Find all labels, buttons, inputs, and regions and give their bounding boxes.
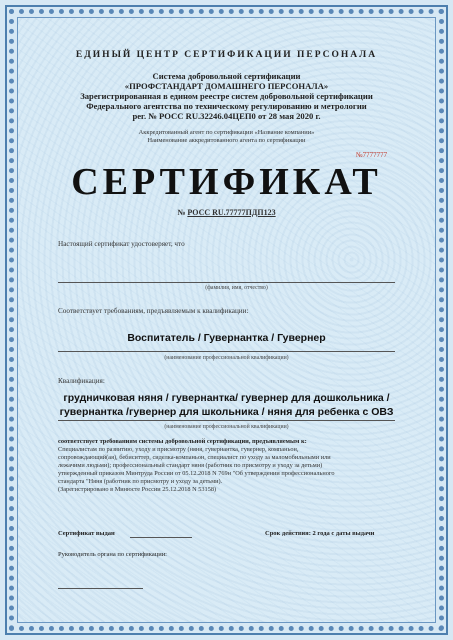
- serial-number: №7777777: [356, 151, 388, 159]
- system-line: «ПРОФСТАНДАРТ ДОМАШНЕГО ПЕРСОНАЛА»: [124, 81, 329, 91]
- certificate-number: [0, 208, 453, 217]
- system-line: рег. № РОСС RU.32246.04ЦЕП0 от 28 мая 2020 г.: [132, 111, 321, 121]
- certificate-number-prefix: №: [177, 208, 186, 217]
- validity-text: Срок действия: 2 года с даты выдачи: [265, 530, 375, 537]
- agent-line: Наименование аккредитованного агента по сертификации: [147, 137, 306, 144]
- system-line: Федерального агентства по техническому регулированию и метрологии: [86, 101, 367, 111]
- center-name: ЕДИНЫЙ ЦЕНТР СЕРТИФИКАЦИИ ПЕРСОНАЛА: [75, 50, 378, 60]
- qualification-line: [58, 351, 395, 352]
- body-line: Специалистам по развитию, уходу и присмотру (няня, гувернантка, гувернер, компаньон,: [58, 446, 299, 453]
- qualification-label: Квалификация:: [58, 377, 105, 385]
- body-line: стандарта "Няня (работник по присмотру и уходу за детьми).: [58, 478, 223, 485]
- agent-line: Аккредитованный агент по сертификации «Название компании»: [138, 129, 315, 136]
- body-text: [58, 446, 398, 494]
- certificate-title: СЕРТИФИКАТ: [71, 161, 382, 203]
- qualification-details: [0, 391, 453, 419]
- body-line: сопровождающий(ая), бебиситтер, сиделка-компаньон, специалист по уходу за маломобильными или: [58, 454, 331, 461]
- name-caption: (фамилия, имя, отчество): [205, 285, 268, 291]
- professional-caption: (наименование профессиональной квалификации): [164, 355, 289, 361]
- body-line: утвержденный приказом Минтруда России от 05.12.2018 N 769н "Об утверждении профессионального: [58, 470, 335, 477]
- body-line: лежачими людьми); профессиональный стандарт няня (работник по присмотру и уходу за детьми): [58, 462, 323, 469]
- qualification-detail-line: грудничковая няня / гувернантка/ гувернер для дошкольника /: [63, 392, 390, 404]
- body-heading: соответствует требованиям системы добровольной сертификации, предъявляемым к:: [58, 438, 307, 445]
- requirements-text: Соответствует требованиям, предъявляемым к квалификации:: [58, 307, 249, 315]
- certifies-text: Настоящий сертификат удостоверяет, что: [58, 240, 185, 248]
- system-line: Система добровольной сертификации: [152, 71, 301, 81]
- signature-line: [58, 588, 143, 589]
- agent-block: [0, 129, 453, 145]
- head-label: Руководитель органа по сертификации:: [58, 551, 167, 558]
- issued-date-line: [130, 537, 192, 538]
- qualification-details-line: [58, 420, 395, 421]
- issued-label: Сертификат выдан: [58, 530, 115, 537]
- name-line: [58, 282, 395, 283]
- qualification-main: Воспитатель / Гувернантка / Гувернер: [127, 332, 326, 344]
- system-line: Зарегистрированная в едином реестре систем добровольной сертификации: [80, 91, 373, 101]
- professional-caption: (наименование профессиональной квалификации): [164, 424, 289, 430]
- system-block: [0, 71, 453, 121]
- qualification-detail-line: гувернантка /гувернер для школьника / няня для ребенка с ОВЗ: [59, 406, 394, 418]
- certificate-number-value: РОСС RU.77777ПДП123: [187, 208, 276, 217]
- body-line: (Зарегистрировано в Минюсте России 25.12.2018 N 53158): [58, 486, 217, 493]
